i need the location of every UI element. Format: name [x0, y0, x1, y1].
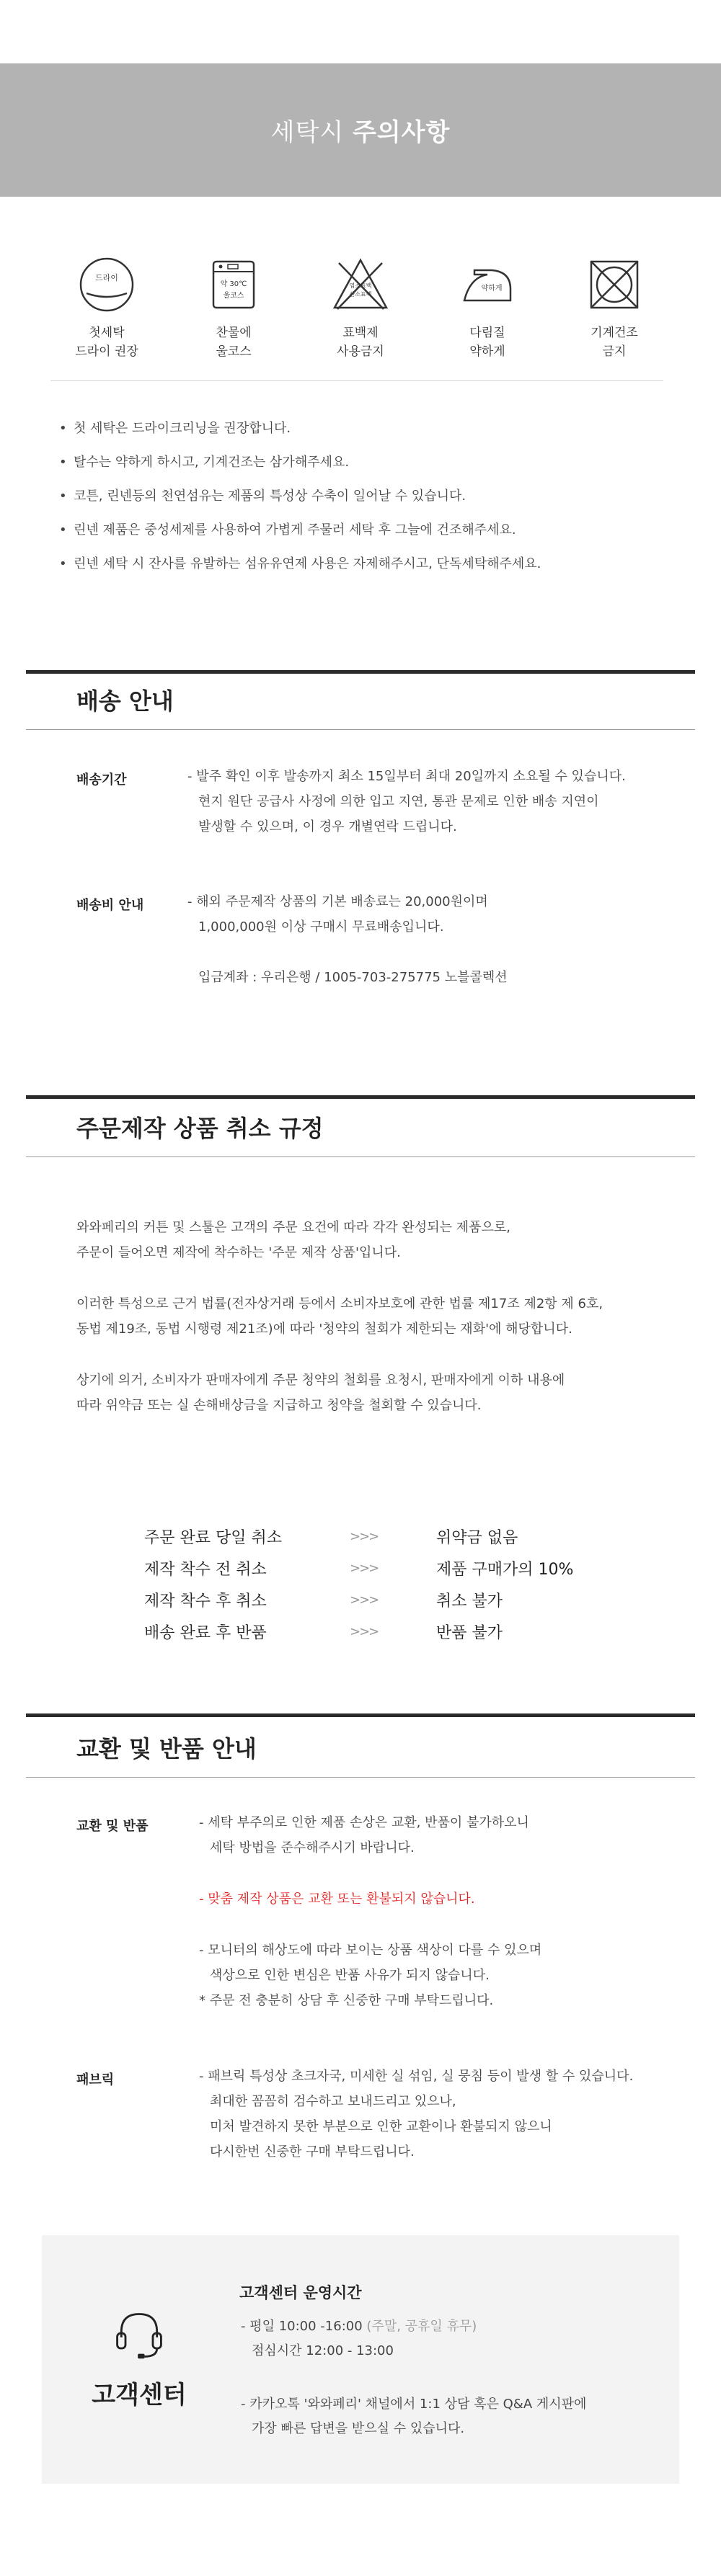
hours-title: 고객센터 운영시간: [239, 2284, 362, 2301]
care-banner: [0, 63, 721, 197]
customer-center-brand: [89, 2307, 190, 2410]
fabric-text: - 패브릭 특성상 초크자국, 미세한 실 섞임, 실 뭉침 등이 발생 할 수 있습니다. 최대한 꼼꼼히 검수하고 보내드리고 있으나, 미처 발견하지 못한 부분으로 인한 교환이나 환불되지 않으니 다시한번 신중한 구매 부탁드립니다.: [199, 2069, 634, 2160]
cancel-paragraph: 와와페리의 커튼 및 스툴은 고객의 주문 요건에 따라 각각 완성되는 제품으로, 주문이 들어오면 제작에 착수하는 '주문 제작 상품'입니다.: [76, 1220, 510, 1260]
arrow-icon: >>>: [350, 1560, 379, 1576]
section-top-rule: [26, 670, 695, 674]
care-icons: [43, 256, 678, 361]
hours-text: - 평일 10:00 -16:00 (주말, 공휴일 휴무) 점심시간 12:00 - 13:00: [241, 2319, 477, 2358]
shipping-fee-text: - 해외 주문제작 상품의 기본 배송료는 20,000원이며 1,000,000원 이상 구매시 무료배송입니다. 입금계좌 : 우리은행 / 1005-703-275775 노블콜렉션: [187, 889, 508, 990]
hand-wash-icon: [205, 256, 262, 313]
no-bleach-icon-text: 염소표백: [349, 282, 372, 289]
arrow-icon: >>>: [350, 1623, 379, 1639]
cancel-table: [144, 1520, 616, 1647]
no-bleach-icon-text: 산소표백: [349, 291, 372, 298]
iron-low-icon-text: 약하게: [481, 285, 503, 293]
customer-center-box: [42, 2235, 679, 2484]
hand-wash-icon-text: 약 30℃: [220, 280, 247, 288]
shipping-title: 배송 안내: [76, 687, 174, 715]
iron-low-icon: [459, 256, 516, 313]
care-icon-caption: 다림질 약하게: [469, 326, 505, 359]
headset-icon: [112, 2307, 167, 2362]
care-icon-item: [564, 256, 665, 361]
arrow-icon: >>>: [350, 1592, 379, 1608]
table-row: 제작 착수 전 취소 >>> 제품 구매가의 10%: [144, 1560, 574, 1579]
cancel-paragraph: 이러한 특성으로 근거 법률(전자상거래 등에서 소비자보호에 관한 법률 제17조 제2항 제 6호, 동법 제19조, 동법 시행령 제21조)에 따라 '청약의 철회가 제한되는 재화'에 해당합니다.: [76, 1296, 603, 1337]
care-icon-item: [310, 256, 411, 361]
exchange-title: 교환 및 반품 안내: [76, 1735, 257, 1762]
fabric-label: 패브릭: [76, 2072, 115, 2087]
section-bottom-rule: [26, 1777, 695, 1778]
arrow-icon: >>>: [350, 1528, 379, 1544]
care-icon-caption: 기계건조 금지: [590, 326, 638, 359]
bank-account: 입금계좌 : 우리은행 / 1005-703-275775 노블콜렉션: [198, 970, 508, 985]
no-tumble-dry-icon: [585, 256, 643, 313]
care-icon-item: [437, 256, 538, 361]
cancel-paragraph: 상기에 의거, 소비자가 판매자에게 주문 청약의 철회를 요청시, 판매자에게 이하 내용에 따라 위약금 또는 실 손해배상금을 지급하고 청약을 철회할 수 있습니다.: [76, 1373, 565, 1413]
list-item: • 첫 세탁은 드라이크리닝을 권장합니다.: [50, 418, 685, 452]
section-top-rule: [26, 1713, 695, 1717]
exchange-label: 교환 및 반품: [76, 1819, 149, 1834]
table-row: 제작 착수 후 취소 >>> 취소 불가: [144, 1592, 503, 1610]
care-icon-item: [183, 256, 284, 361]
list-item: • 린넨 세탁 시 잔사를 유발하는 섬유유연제 사용은 자제해주시고, 단독세탁해주세요.: [50, 553, 685, 587]
care-icon-caption: 표백제 사용금지: [337, 326, 384, 359]
section-bottom-rule: [26, 1156, 695, 1157]
section-top-rule: [26, 1095, 695, 1099]
divider: [50, 380, 663, 381]
cancel-title: 주문제작 상품 취소 규정: [76, 1115, 324, 1142]
dry-clean-icon: [78, 256, 136, 313]
care-icon-caption: 첫세탁 드라이 권장: [75, 326, 138, 359]
customer-center-name: 고객센터: [92, 2381, 187, 2410]
care-title: 세탁시 주의사항: [270, 118, 451, 147]
shipping-fee-label: 배송비 안내: [76, 898, 144, 913]
care-notes-list: [50, 418, 685, 587]
no-refund-warning: - 맞춤 제작 상품은 교환 또는 환불되지 않습니다.: [199, 1891, 475, 1907]
list-item: • 린넨 제품은 중성세제를 사용하여 가볍게 주물러 세탁 후 그늘에 건조해주세요.: [50, 520, 685, 553]
table-row: 주문 완료 당일 취소 >>> 위약금 없음: [144, 1528, 518, 1547]
dry-clean-icon-text: 드라이: [95, 273, 118, 282]
care-icon-item: [56, 256, 157, 361]
hand-wash-icon-text: 울코스: [223, 292, 244, 300]
kakao-text: - 카카오톡 '와와페리' 채널에서 1:1 상담 혹은 Q&A 게시판에 가장 빠른 답변을 받으실 수 있습니다.: [241, 2397, 587, 2436]
section-bottom-rule: [26, 729, 695, 730]
table-row: 배송 완료 후 반품 >>> 반품 불가: [144, 1623, 503, 1642]
shipping-period-label: 배송기간: [76, 772, 127, 788]
no-bleach-icon: [332, 256, 389, 313]
exchange-text: - 세탁 부주의로 인한 제품 손상은 교환, 반품이 불가하오니 세탁 방법을 준수해주시기 바랍니다. - 맞춤 제작 상품은 교환 또는 환불되지 않습니다. - 모니터의 해상도에 따라 보이는 상품 색상이 다를 수 있으며 색상으로 인한 변심은 반품 사유가 되지 않습니다. * 주문 전 충분히 상담 후 신중한 구매 부탁드립니다.: [199, 1815, 542, 2008]
care-icon-caption: 찬물에 울코스: [216, 326, 252, 359]
shipping-period-text: - 발주 확인 이후 발송까지 최소 15일부터 최대 20일까지 소요될 수 있습니다. 현지 원단 공급사 사정에 의한 입고 지연, 통관 문제로 인한 배송 지연이 발생할 수 있으며, 이 경우 개별연락 드립니다.: [187, 769, 626, 834]
list-item: • 코튼, 린넨등의 천연섬유는 제품의 특성상 수축이 일어날 수 있습니다.: [50, 486, 685, 520]
list-item: • 탈수는 약하게 하시고, 기계건조는 삼가해주세요.: [50, 452, 685, 486]
